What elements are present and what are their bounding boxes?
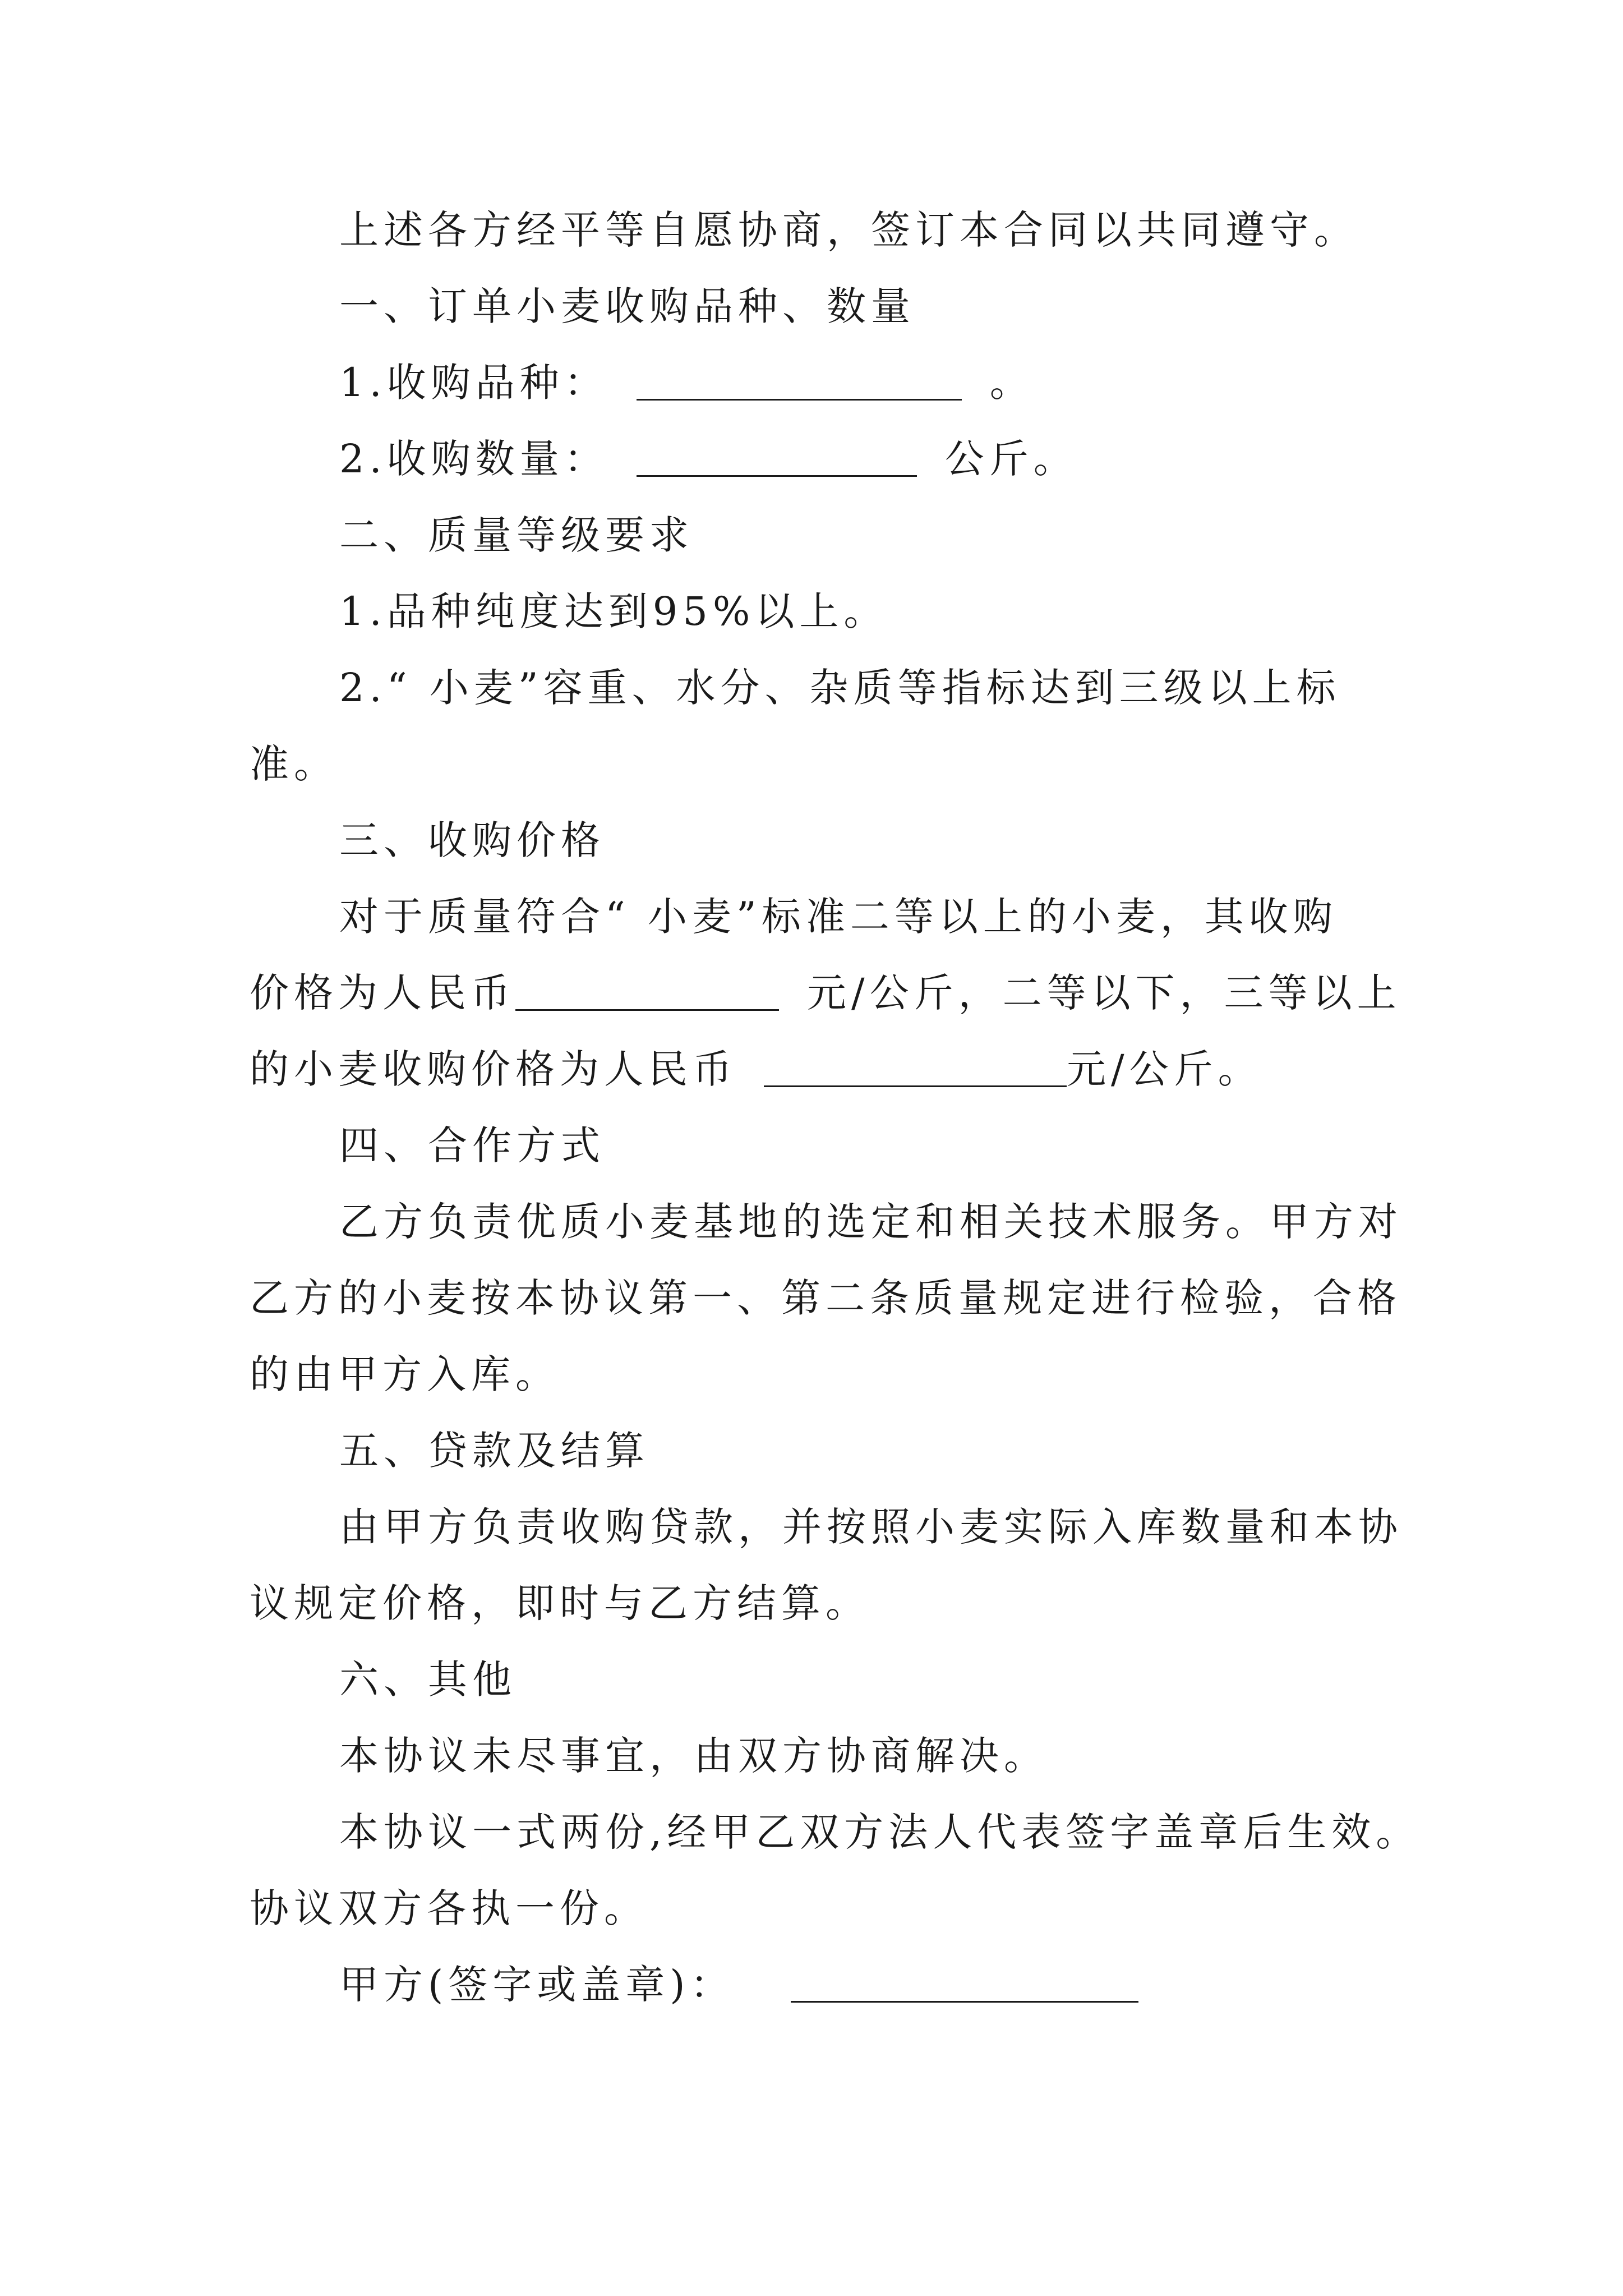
document-body — [250, 192, 1421, 2023]
section1-heading: 一、订单小麦收购品种、数量 — [339, 283, 915, 329]
quantity-label: 2.收购数量： — [339, 436, 608, 482]
section6-line2: 本协议一式两份,经甲乙双方法人代表签字盖章后生效。 — [339, 1809, 1421, 1855]
section6-heading: 六、其他 — [339, 1657, 517, 1703]
price2-suffix: 元/公斤。 — [1067, 1046, 1262, 1092]
section1-item1 — [250, 344, 1388, 421]
section2-heading: 二、质量等级要求 — [339, 512, 694, 558]
price1-suffix: 元/公斤，二等以下，三等以上 — [807, 970, 1401, 1016]
price1-blank — [515, 970, 779, 1011]
section3-line3 — [250, 1031, 1388, 1107]
section3-line1: 对于质量符合“ 小麦”标准二等以上的小麦，其收购 — [339, 894, 1338, 940]
section5-line1: 由甲方负责收购贷款，并按照小麦实际入库数量和本协 — [339, 1504, 1403, 1550]
party-a-label: 甲方(签字或盖章)： — [339, 1962, 735, 2008]
section2-item1: 1.品种纯度达到95%以上。 — [339, 588, 888, 634]
signature-party-a — [250, 1947, 1388, 2023]
section2-item2-line2: 准。 — [250, 741, 338, 787]
price2-prefix: 的小麦收购价格为人民币 — [250, 1046, 737, 1092]
party-a-signature-blank — [791, 1962, 1138, 2003]
section3-heading: 三、收购价格 — [339, 817, 605, 863]
intro-paragraph: 上述各方经平等自愿协商，签订本合同以共同遵守。 — [339, 207, 1358, 253]
quantity-suffix: 公斤。 — [944, 436, 1078, 482]
price2-blank — [764, 1046, 1067, 1087]
quantity-blank — [637, 436, 917, 477]
section6-line1: 本协议未尽事宜，由双方协商解决。 — [339, 1733, 1048, 1779]
section2-item2-line1: 2.“ 小麦”容重、水分、杂质等指标达到三级以上标 — [339, 665, 1341, 711]
variety-suffix: 。 — [989, 360, 1034, 406]
section5-heading: 五、贷款及结算 — [339, 1428, 649, 1474]
variety-blank — [637, 360, 962, 401]
section4-line2: 乙方的小麦按本协议第一、第二条质量规定进行检验，合格 — [250, 1275, 1401, 1321]
section4-line1: 乙方负责优质小麦基地的选定和相关技术服务。甲方对 — [339, 1199, 1403, 1245]
variety-label: 1.收购品种： — [339, 360, 608, 406]
section1-item2 — [250, 421, 1388, 497]
section4-line3: 的由甲方入库。 — [250, 1351, 560, 1397]
price1-prefix: 价格为人民币 — [250, 970, 515, 1016]
section3-line2 — [250, 955, 1401, 1031]
section5-line2: 议规定价格，即时与乙方结算。 — [250, 1580, 870, 1626]
section6-line3: 协议双方各执一份。 — [250, 1885, 648, 1931]
section4-heading: 四、合作方式 — [339, 1122, 605, 1168]
